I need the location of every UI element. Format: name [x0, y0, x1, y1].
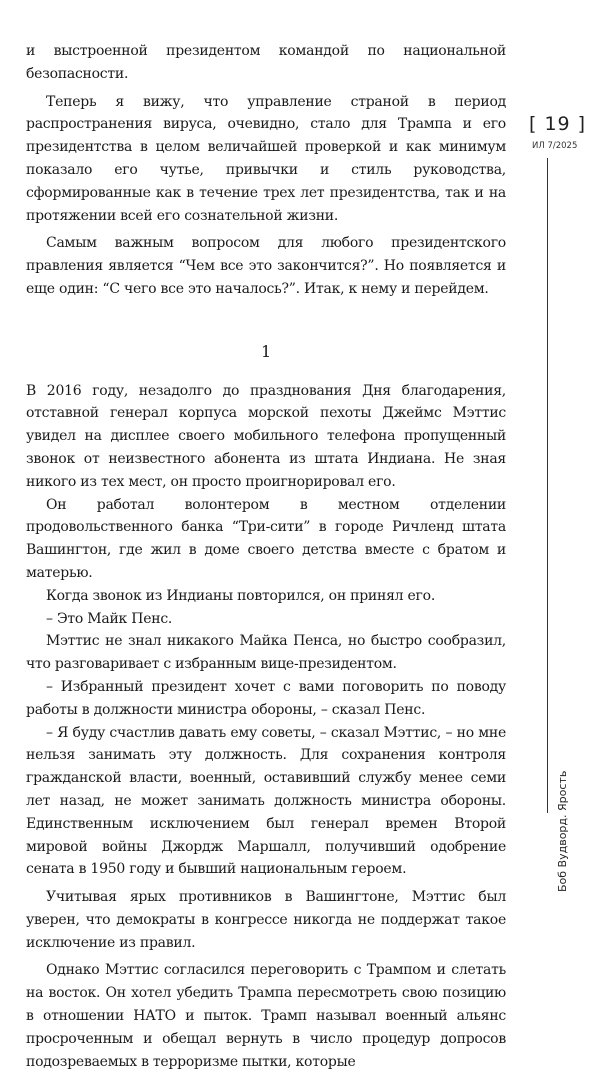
paragraph: Однако Мэттис согласился переговорить с Трампом и слетать на восток. Он хотел убедить Трампа пересмотреть свою позицию в отношении НАТО и пыток. Трамп называл военный альянс просроченным и обещал вернуть в число процедур допросов подозреваемых в терроризме пытки, которые	[26, 962, 506, 1070]
paragraph: и выстроенной президентом командой по национальной безопасности.	[26, 43, 506, 82]
issue-code: ИЛ 7/2025	[532, 141, 578, 151]
dialogue-line: – Это Майк Пенс.	[46, 610, 173, 627]
chapter-number: 1	[261, 341, 271, 361]
dialogue-line: – Избранный президент хочет с вами поговорить по поводу работы в должности министра обороны, – сказал Пенс.	[26, 678, 506, 718]
paragraph: Когда звонок из Индианы повторился, он принял его.	[46, 587, 436, 604]
page-number: [ 19 ]	[529, 113, 587, 135]
paragraph: Учитывая ярых противников в Вашингтоне, Мэттис был уверен, что демократы в конгрессе никогда не поддержат такое исключение из правил.	[26, 889, 506, 951]
paragraph: Он работал волонтером в местном отделении продовольственного банка “Три-сити” в городе Ричленд штата Вашингтон, где жил в доме своего детства вместе с братом и матерью.	[26, 496, 506, 581]
margin-rule	[547, 158, 548, 813]
dialogue-line: – Я буду счастлив давать ему советы, – сказал Мэттис, – но мне нельзя занимать эту должность. Для сохранения контроля гражданской власти, военный, оставивший службу менее семи лет назад, не может занимать должность министра обороны. Единственным исключением был генерал времен Второй мировой войны Джордж Маршалл, получивший одобрение сената в 1950 году и бывший национальным героем.	[26, 724, 506, 878]
paragraph: Самым важным вопросом для любого президентского правления является “Чем все это закончится?”. Но появляется и еще один: “С чего все это началось?”. Итак, к нему и перейдем.	[26, 235, 506, 297]
paragraph: Мэттис не знал никакого Майка Пенса, но быстро сообразил, что разговаривает с избранным вице-президентом.	[26, 633, 506, 673]
running-footer: Боб Вудворд. Ярость	[556, 770, 569, 892]
body-text	[26, 40, 506, 1073]
paragraph: Теперь я вижу, что управление страной в период распространения вируса, очевидно, стало для Трампа и его президентства в целом величайшей проверкой и как минимум показало его чутье, привычки и стиль руководства, сформированные как в течение трех лет президентства, так и на протяжении всей его сознательной жизни.	[26, 93, 506, 224]
paragraph: В 2016 году, незадолго до празднования Дня благодарения, отставной генерал корпуса морской пехоты Джеймс Мэттис увидел на дисплее своего мобильного телефона пропущенный звонок от неизвестного абонента из штата Индиана. Не зная никого из тех мест, он просто проигнорировал его.	[26, 382, 506, 490]
